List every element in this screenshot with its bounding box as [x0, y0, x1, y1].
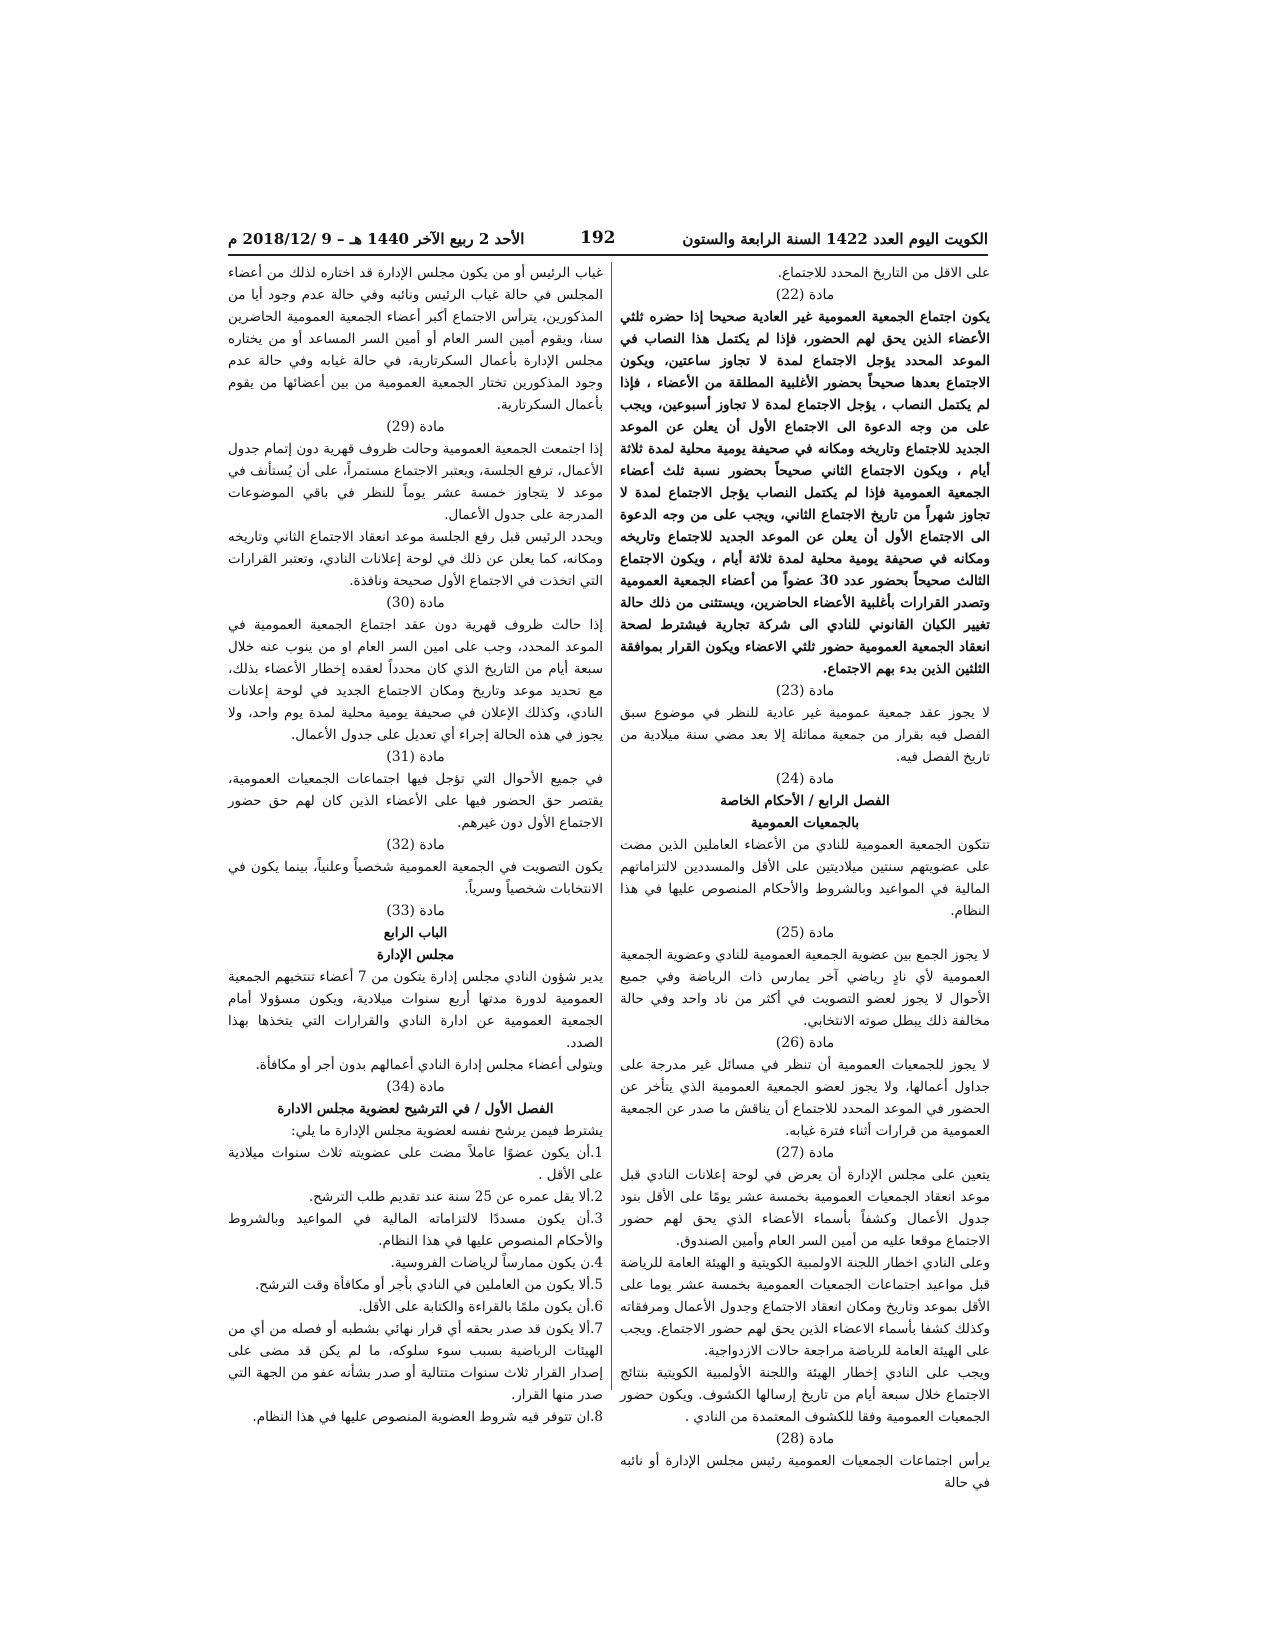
article-heading: مادة (24)	[775, 771, 835, 787]
article-heading: مادة (31)	[386, 749, 445, 765]
section-heading: الفصل الرابع / الأحكام الخاصة	[720, 793, 890, 809]
paragraph: لا يجوز الجمع بين عضوية الجمعية العمومية للنادي وعضوية الجمعية العمومية لأي نادٍ رياضي آخر يمارس ذات الرياضة وفي جميع الأحوال لا يجوز لعضو التصويت في أكثر من ناد واحد وفي حالة مخالفة ذلك يبطل صوته الانتخابي.	[620, 947, 990, 1029]
paragraph: ويجب على النادي إخطار الهيئة واللجنة الأولمبية الكويتية بنتائج الاجتماع خلال سبعة أيام من تاريخ إرسالها الكشوف. ويكون حضور الجمعيات العمومية وفقا للكشوف المعتمدة من النادي .	[620, 1365, 990, 1425]
paragraph: يكون اجتماع الجمعية العمومية غير العادية صحيحا إذا حضره ثلثي الأعضاء الذين يحق لهم الحضور، فإذا لم يكتمل هذا النصاب في الموعد المحدد يؤجل الاجتماع لمدة لا تجاوز ساعتين، ويكون الاجتماع بعدها صحيحاً بحضور الأغلبية المطلقة من الأعضاء ، فإذا لم يكتمل النصاب ، يؤجل الاجتماع لمدة لا تجاوز أسبوعين، ويجب على من وجه الدعوة الى الاجتماع الأول أن يعلن عن الموعد الجديد للاجتماع وتاريخه ومكانه في صحيفة يومية محلية لمدة ثلاثة أيام ، ويكون الاجتماع الثاني صحيحاً بحضور نسبة ثلث أعضاء الجمعية العمومية فإذا لم يكتمل النصاب يؤجل الاجتماع لمدة لا تجاوز شهراً من تاريخ الاجتماع الثاني، ويجب على من وجه الدعوة الى الاجتماع الأول أن يعلن عن الموعد الجديد للاجتماع وتاريخه ومكانه في صحيفة يومية محلية لمدة ثلاثة أيام ، ويكون الاجتماع الثالث صحيحاً بحضور عدد 30 عضواً من أعضاء الجمعية العمومية وتصدر القرارات بأغلبية الأعضاء الحاضرين، ويستثنى من ذلك حالة تغيير الكيان القانوني للنادي الى شركة تجارية فيشترط لصحة انعقاد الجمعية العمومية حضور ثلثي الاعضاء ويكون القرار بموافقة الثلثين الذين بدء بهم الاجتماع.	[620, 309, 991, 677]
header-rule	[228, 254, 988, 256]
paragraph: 8.ان تتوفر فيه شروط العضوية المنصوص عليها في هذا النظام.	[252, 1409, 603, 1425]
paragraph: يتعين على مجلس الإدارة أن يعرض في لوحة إعلانات النادي قبل موعد انعقاد الجمعيات العمومية بخمسة عشر يومًا على الأقل بنود جدول الأعمال وكشفاً بأسماء الأعضاء الذي يحق لهم حضور الاجتماع موقعا عليه من أمين السر العام وأمين الصندوق.	[620, 1167, 990, 1249]
article-heading: مادة (30)	[386, 595, 445, 611]
paragraph: لا يجوز عقد جمعية عمومية غير عادية للنظر في موضوع سبق الفصل فيه بقرار من جمعية مماثلة إلا بعد مضي سنة ميلادية من تاريخ الفصل فيه.	[620, 705, 990, 765]
paragraph: وعلى النادي اخطار اللجنة الاولمبية الكويتية و الهيئة العامة للرياضة قبل مواعيد اجتماعات الجمعيات العمومية بخمسة عشر يوما على الأقل بموعد وتاريخ ومكان انعقاد الاجتماع وجدول الأعمال ومرفقاته وكذلك كشفا بأسماء الاعضاء الذين يحق لهم حضور الاجتماع. ويجب على الهيئة العامة للرياضة مراجعة حالات الازدواجية.	[620, 1255, 990, 1359]
paragraph: في جميع الأحوال التي تؤجل فيها اجتماعات الجمعيات العمومية، يقتصر حق الحضور فيها على الأعضاء الذين كان لهم حق حضور الاجتماع الأول دون غيرهم.	[228, 771, 603, 831]
paragraph: يكون التصويت في الجمعية العمومية شخصياً وعلنياً، بينما يكون في الانتخابات شخصياً وسرياً.	[228, 859, 603, 897]
article-heading: مادة (32)	[386, 837, 445, 853]
paragraph: 2.ألا يقل عمره عن 25 سنة عند تقديم طلب الترشح.	[308, 1189, 603, 1205]
paragraph: 4.ن يكون ممارساً لرياضات الفروسية.	[390, 1255, 603, 1271]
right-column	[620, 262, 990, 1494]
paragraph: لا يجوز للجمعيات العمومية أن تنظر في مسائل غير مدرجة على جداول أعمالها، ولا يجوز لعضو الجمعية العمومية الذي يتأخر عن الحضور في الموعد المحدد للاجتماع أن يناقش ما صدر عن الجمعية العمومية من قرارات أثناء فترة غيابه.	[620, 1057, 990, 1139]
page-number: 192	[580, 228, 616, 248]
paragraph: 1.أن يكون عضوًا عاملاً مضت على عضويته ثلاث سنوات ميلادية على الأقل .	[228, 1145, 603, 1183]
column-divider	[611, 262, 612, 1390]
paragraph: إذا حالت ظروف قهرية دون عقد اجتماع الجمعية العمومية في الموعد المحدد، وجب على امين السر العام او من ينوب عنه خلال سبعة أيام من التاريخ الذي كان محدداً لعقده إخطار الأعضاء بذلك، مع تحديد موعد وتاريخ ومكان الاجتماع الجديد في لوحة إعلانات النادي، وكذلك الإعلان في صحيفة يومية محلية لمدة يوم واحد، ولا يجوز في هذه الحالة إجراء أي تعديل على جدول الأعمال.	[228, 617, 603, 743]
paragraph: تتكون الجمعية العمومية للنادي من الأعضاء العاملين الذين مضت على عضويتهم سنتين ميلاديتين على الأقل والمسددين لالتزاماتهم المالية في المواعيد وبالشروط والأحكام المنصوص عليها في هذا النظام.	[620, 837, 990, 919]
section-heading: الباب الرابع	[383, 925, 448, 941]
paragraph: ويحدد الرئيس قبل رفع الجلسة موعد انعقاد الاجتماع الثاني وتاريخه ومكانه، كما يعلن عن ذلك في لوحة إعلانات النادي، وتعتبر القرارات التي اتخذت في الاجتماع الأول صحيحة ونافذة.	[228, 529, 603, 589]
paragraph: يشترط فيمن يرشح نفسه لعضوية مجلس الإدارة ما يلي:	[291, 1123, 603, 1139]
article-heading: مادة (34)	[386, 1079, 445, 1095]
section-heading: بالجمعيات العمومية	[750, 815, 860, 831]
article-heading: مادة (22)	[775, 287, 835, 303]
paragraph: إذا اجتمعت الجمعية العمومية وحالت ظروف قهرية دون إتمام جدول الأعمال، ترفع الجلسة، ويعتبر الاجتماع مستمراً، على أن يُستأنف في موعد لا يتجاوز خمسة عشر يوماً للنظر في باقي الموضوعات المدرجة على جدول الأعمال.	[228, 441, 603, 523]
paragraph: يرأس اجتماعات الجمعيات العمومية رئيس مجلس الإدارة أو نائبه في حالة	[620, 1453, 990, 1491]
left-column	[228, 262, 603, 1428]
section-heading: الفصل الأول / في الترشيح لعضوية مجلس الادارة	[277, 1101, 554, 1117]
article-heading: مادة (25)	[775, 925, 835, 941]
paragraph: على الاقل من التاريخ المحدد للاجتماع.	[777, 265, 990, 281]
page-header	[228, 226, 988, 256]
article-heading: مادة (28)	[775, 1431, 835, 1447]
paragraph: ويتولى أعضاء مجلس إدارة النادي أعمالهم بدون أجر أو مكافأة.	[255, 1057, 603, 1073]
paragraph: يدير شؤون النادي مجلس إدارة يتكون من 7 أعضاء تنتخبهم الجمعية العمومية لدورة مدتها أربع سنوات ميلادية، ويكون مسؤولا أمام الجمعية العمومية عن ادارة النادي والقرارات التي يتخذها بهذا الصدد.	[228, 969, 603, 1051]
paragraph: 7.ألا يكون قد صدر بحقه أي قرار نهائي بشطبه أو فصله من أي من الهيئات الرياضية بسبب سوء سلوكه، ما لم يكن قد مضى على إصدار القرار ثلاث سنوات متتالية أو صدر بشأنه عفو من الجهة التي صدر منها القرار.	[228, 1321, 603, 1403]
paragraph: 5.ألا يكون من العاملين في النادي بأجر أو مكافأة وقت الترشح.	[254, 1277, 603, 1293]
article-heading: مادة (33)	[386, 903, 445, 919]
issue-date: الأحد 2 ربيع الآخر 1440 هـ – 9 /2018/12 م	[228, 230, 525, 248]
article-heading: مادة (27)	[775, 1145, 835, 1161]
gazette-issue: الكويت اليوم العدد 1422 السنة الرابعة والستون	[682, 230, 988, 248]
article-heading: مادة (26)	[775, 1035, 835, 1051]
paragraph: 3.أن يكون مسددًا لالتزاماته المالية في المواعيد وبالشروط والأحكام المنصوص عليها في هذا النظام.	[228, 1211, 603, 1249]
article-heading: مادة (29)	[386, 419, 445, 435]
article-heading: مادة (23)	[775, 683, 835, 699]
paragraph: 6.أن يكون ملمًا بالقراءة والكتابة على الأقل.	[358, 1299, 603, 1315]
paragraph: غياب الرئيس أو من يكون مجلس الإدارة قد اختاره لذلك من أعضاء المجلس في حالة غياب الرئيس ونائبه وفي حالة عدم وجود أيا من المذكورين، يترأس الاجتماع أكبر أعضاء الجمعية العمومية الحاضرين سنا، ويقوم أمين السر العام أو أمين السر المساعد أو من يختاره مجلس الإدارة بأعمال السكرتارية، في حالة غيابه وفي حالة عدم وجود المذكورين تختار الجمعية العمومية من بين أعضائها من يقوم بأعمال السكرتارية.	[228, 265, 603, 413]
section-heading: مجلس الإدارة	[376, 947, 455, 963]
